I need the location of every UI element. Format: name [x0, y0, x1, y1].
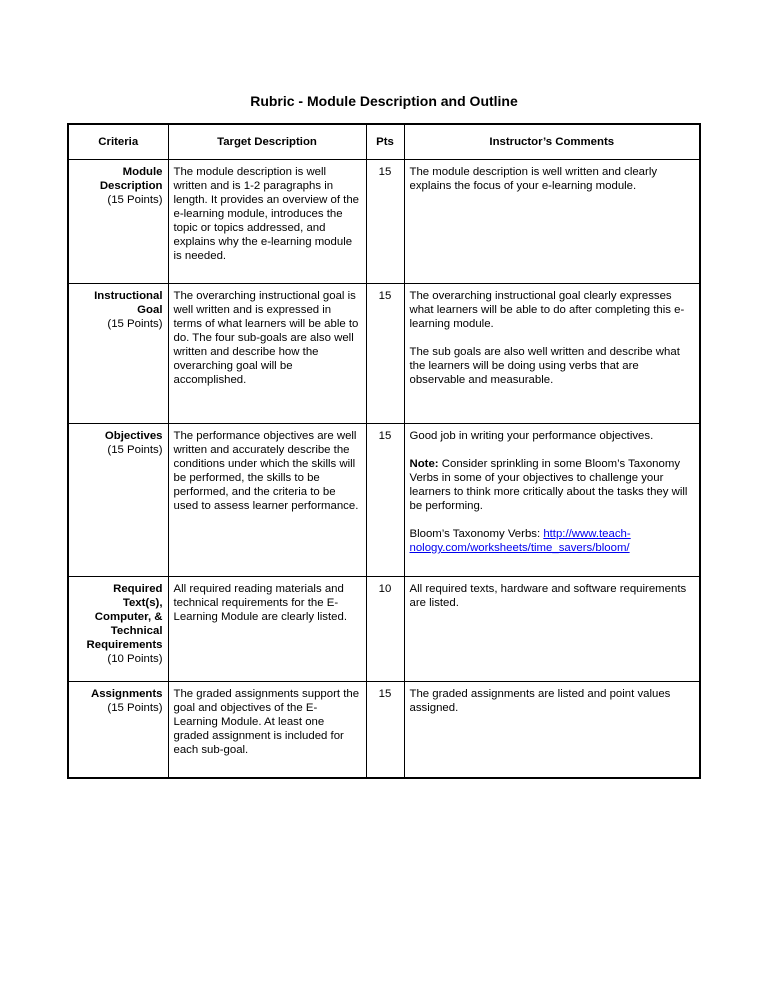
table-row [68, 424, 700, 577]
header-instructor-comments: Instructor’s Comments [404, 124, 700, 160]
criteria-points: (15 Points) [107, 702, 163, 714]
criteria-name: Required Text(s), Computer, & Technical Requirements [86, 583, 163, 651]
criteria-name: Module Description [99, 166, 163, 192]
link-paragraph [410, 527, 695, 555]
page-title: Rubric - Module Description and Outline [250, 93, 518, 109]
header-points: Pts [366, 124, 404, 160]
instructor-comments [404, 424, 700, 577]
instructor-comments [404, 284, 700, 424]
instructor-comments [404, 577, 700, 682]
target-description: The module description is well written and is 1-2 paragraphs in length. It provides an overview of the e-learning module, introduces the topic or topics addressed, and explains why the e-learning module is needed. [168, 160, 366, 284]
rubric-table [67, 123, 701, 779]
criteria-points: (15 Points) [107, 318, 163, 330]
criteria-cell [68, 682, 168, 779]
comment-paragraph: The overarching instructional goal clearly expresses what learners will be able to do after completing this e-learning module. [409, 290, 685, 330]
comment-paragraph: All required texts, hardware and software requirements are listed. [409, 583, 687, 609]
points-value: 15 [366, 284, 404, 424]
header-criteria: Criteria [68, 124, 168, 160]
table-row [68, 682, 700, 779]
instructor-comments [404, 160, 700, 284]
header-target-description: Target Description [168, 124, 366, 160]
criteria-cell [68, 284, 168, 424]
header-row [68, 124, 700, 160]
points-value: 15 [366, 160, 404, 284]
target-description: The graded assignments support the goal and objectives of the E-Learning Module. At least one graded assignment is included for each sub-goal. [168, 682, 366, 779]
criteria-points: (15 Points) [107, 194, 163, 206]
table-row [68, 577, 700, 682]
note-paragraph [410, 457, 695, 513]
blooms-taxonomy-link[interactable]: http://www.teach-nology.com/worksheets/time_savers/bloom/ [409, 528, 631, 554]
criteria-points: (10 Points) [107, 653, 163, 665]
criteria-name: Instructional Goal [94, 290, 163, 316]
link-prefix: Bloom’s Taxonomy Verbs: [409, 528, 544, 540]
points-value: 10 [366, 577, 404, 682]
note-text: Consider sprinkling in some Bloom’s Taxonomy Verbs in some of your objectives to challenge your learners to think more critically about the tasks they will be performing. [409, 458, 688, 512]
comment-paragraph: The sub goals are also well written and describe what the learners will be doing using verbs that are observable and measurable. [409, 346, 680, 386]
table-row [68, 160, 700, 284]
criteria-name: Assignments [90, 688, 163, 700]
instructor-comments [404, 682, 700, 779]
target-description: The performance objectives are well written and accurately describe the conditions under which the skills will be performed, the skills to be performed, and the criteria to be used to assess learner performance. [168, 424, 366, 577]
points-value: 15 [366, 682, 404, 779]
criteria-name: Objectives [104, 430, 163, 442]
criteria-cell [68, 160, 168, 284]
criteria-points: (15 Points) [107, 444, 163, 456]
table-row [68, 284, 700, 424]
note-label: Note: [409, 458, 439, 470]
criteria-cell [68, 577, 168, 682]
target-description: All required reading materials and technical requirements for the E-Learning Module are clearly listed. [168, 577, 366, 682]
target-description: The overarching instructional goal is well written and is expressed in terms of what learners will be able to do. The four sub-goals are also well written and describe how the overarching goal will be accomplished. [168, 284, 366, 424]
criteria-cell [68, 424, 168, 577]
comment-paragraph: Good job in writing your performance objectives. [409, 430, 654, 442]
comment-paragraph: The module description is well written and clearly explains the focus of your e-learning module. [409, 166, 658, 192]
points-value: 15 [366, 424, 404, 577]
comment-paragraph: The graded assignments are listed and point values assigned. [409, 688, 671, 714]
